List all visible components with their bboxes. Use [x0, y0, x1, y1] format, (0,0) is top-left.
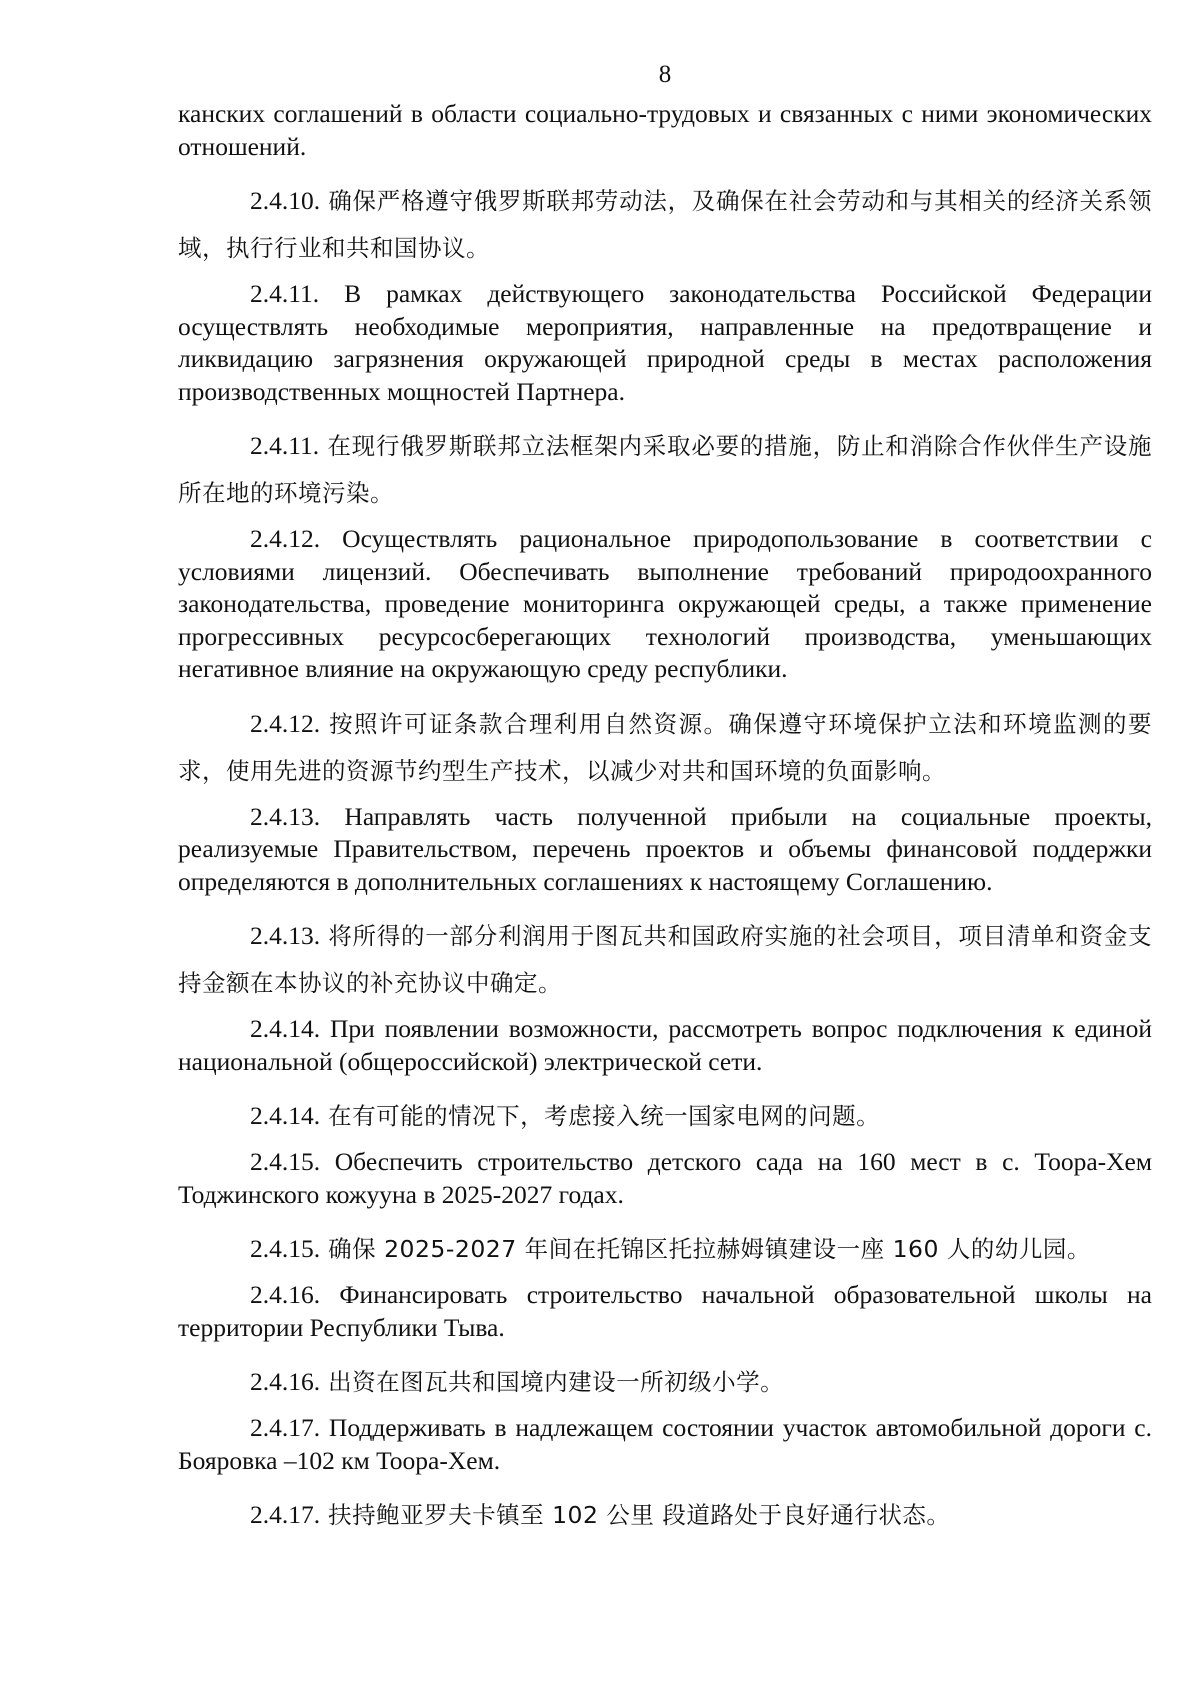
paragraph-zh-2-4-17 — [178, 1491, 1152, 1539]
paragraph-ru-2-4-17: 2.4.17. Поддерживать в надлежащем состоянии участок автомобильной дороги с. Бояровка –102 км Тоора-Хем. — [178, 1413, 1152, 1475]
clause-text: 在现行俄罗斯联邦立法框架内采取必要的措施，防止和消除合作伙伴生产设施所在地的环境污染。 — [178, 432, 1152, 507]
paragraph-ru-2-4-12: 2.4.12. Осуществлять рациональное природопользование в соответствии с условиями лицензий. Обеспечивать выполнение требований природоохранного законодательства, проведение мониторинга окружающей среды, а также применение прогрессивных ресурсосберегающих технологий производства, уменьшающих негативное влияние на окружающую среду республики. — [178, 524, 1152, 683]
paragraph-ru-continuation: канских соглашений в области социально-трудовых и связанных с ними экономических отношений. — [178, 99, 1152, 161]
paragraph-ru-2-4-15: 2.4.15. Обеспечить строительство детского сада на 160 мест в с. Тоора-Хем Тоджинского кожууна в 2025-2027 годах. — [178, 1147, 1152, 1209]
paragraph-zh-2-4-13 — [178, 912, 1152, 1007]
clause-number: 2.4.16. — [250, 1367, 321, 1396]
clause-text: 确保严格遵守俄罗斯联邦劳动法，及确保在社会劳动和与其相关的经济关系领域，执行行业和共和国协议。 — [178, 187, 1152, 262]
clause-text: 在有可能的情况下，考虑接入统一国家电网的问题。 — [328, 1102, 881, 1130]
clause-text: 将所得的一部分利润用于图瓦共和国政府实施的社会项目，项目清单和资金支持金额在本协议的补充协议中确定。 — [178, 922, 1152, 997]
clause-text: 按照许可证条款合理利用自然资源。确保遵守环境保护立法和环境监测的要求，使用先进的资源节约型生产技术，以减少对共和国环境的负面影响。 — [178, 709, 1152, 785]
paragraph-zh-2-4-16 — [178, 1358, 1152, 1406]
clause-text: 扶持鲍亚罗夫卡镇至 102 公里 段道路处于良好通行状态。 — [328, 1501, 951, 1529]
clause-number: 2.4.15. — [250, 1234, 321, 1263]
paragraph-zh-2-4-10 — [178, 177, 1152, 272]
clause-number: 2.4.12. — [250, 708, 321, 738]
clause-number: 2.4.11. — [250, 431, 320, 460]
page-number: 8 — [658, 61, 672, 88]
document-page — [178, 60, 1152, 1545]
paragraph-zh-2-4-11 — [178, 422, 1152, 517]
clause-number: 2.4.14. — [250, 1101, 321, 1130]
paragraph-ru-2-4-14: 2.4.14. При появлении возможности, рассмотреть вопрос подключения к единой национальной (общероссийской) электрической сети. — [178, 1014, 1152, 1076]
clause-text: 确保 2025-2027 年间在托锦区托拉赫姆镇建设一座 160 人的幼儿园。 — [328, 1235, 1091, 1263]
paragraph-ru-2-4-16: 2.4.16. Финансировать строительство начальной образовательной школы на территории Республики Тыва. — [178, 1280, 1152, 1342]
paragraph-zh-2-4-12 — [178, 700, 1152, 795]
paragraph-zh-2-4-15 — [178, 1225, 1152, 1273]
clause-number: 2.4.17. — [250, 1500, 321, 1529]
clause-text: 出资在图瓦共和国境内建设一所初级小学。 — [328, 1368, 785, 1396]
clause-number: 2.4.10. — [250, 186, 321, 215]
paragraph-ru-2-4-13: 2.4.13. Направлять часть полученной прибыли на социальные проекты, реализуемые Правительством, перечень проектов и объемы финансовой поддержки определяются в дополнительных соглашениях к настоящему Соглашению. — [178, 801, 1152, 896]
clause-number: 2.4.13. — [250, 921, 321, 950]
paragraph-ru-2-4-11: 2.4.11. В рамках действующего законодательства Российской Федерации осуществлять необходимые мероприятия, направленные на предотвращение и ликвидацию загрязнения окружающей природной среды в местах расположения производственных мощностей Партнера. — [178, 279, 1152, 406]
paragraph-zh-2-4-14 — [178, 1092, 1152, 1140]
